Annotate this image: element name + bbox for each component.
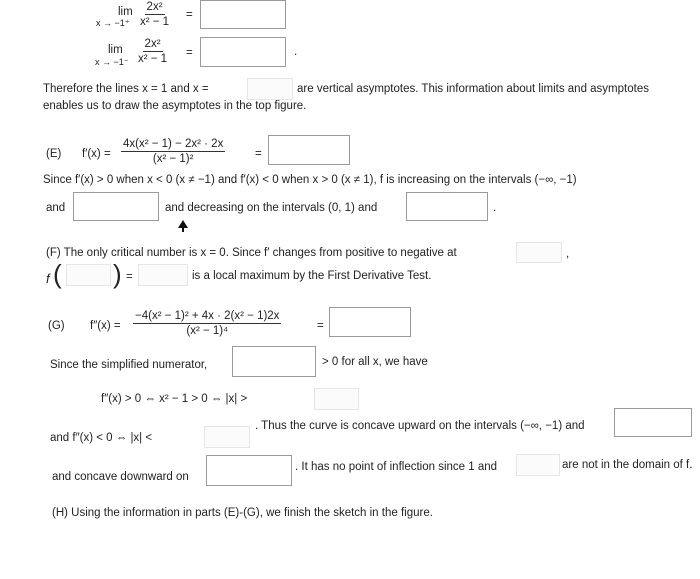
partG-line5a: and concave downward on [52,471,189,483]
partE-since-text: Since f′(x) > 0 when x < 0 (x ≠ −1) and f′(x) < 0 when x > 0 (x ≠ 1), f is increasing on the intervals (−∞, −1) [43,174,577,186]
partG-numerator: −4(x² − 1)² + 4x · 2(x² − 1)2x [135,310,280,322]
partG-gt0-text: > 0 for all x, we have [322,356,428,368]
partE-period: . [493,202,497,214]
mouse-cursor-icon [178,220,188,228]
partF-f: f [46,271,50,286]
therefore-line1a: Therefore the lines x = 1 and x = [43,83,209,95]
partF-right-paren: ) [113,259,122,289]
therefore-line2: enables us to draw the asymptotes in the top figure. [43,100,307,112]
partE-denominator: (x² − 1)² [152,153,194,165]
limit2-numerator: 2x² [144,38,161,50]
limit1-answer-input[interactable] [200,0,286,29]
asymptote-x-input[interactable] [247,78,293,100]
partG-second-derivative-input[interactable] [329,307,411,337]
limit2-denominator: x² − 1 [138,53,168,65]
increasing-interval-input[interactable] [73,192,159,221]
partF-x-input[interactable] [66,264,111,286]
partF-comma: , [566,248,570,260]
partE-equals: = [255,148,262,160]
limit1-fraction [140,1,169,28]
partG-denominator: (x² − 1)⁴ [186,325,229,337]
partF-equals: = [126,271,133,283]
partG-line3: f″(x) > 0 ⇔ x² − 1 > 0 ⇔ |x| > [101,393,248,405]
partE-derivative-input[interactable] [268,135,350,165]
limit2-period: . [294,46,298,58]
numerator-input[interactable] [232,346,316,377]
partG-fraction [133,310,281,337]
partE-fraction [121,138,225,165]
limit1-numerator: 2x² [146,1,163,13]
partF-critical-point-input[interactable] [516,242,562,263]
partG-fdouble: f″(x) = [90,320,121,332]
partE-and-label: and [46,202,66,214]
limit1-equals: = [186,9,193,21]
partE-numerator: 4x(x² − 1) − 2x² · 2x [123,138,224,150]
therefore-line1b: are vertical asymptotes. This information about limits and asymptotes [297,83,649,95]
partF-tail: is a local maximum by the First Derivative Test. [192,270,432,282]
decreasing-interval-input[interactable] [406,192,488,221]
partG-line5c: are not in the domain of f. [562,459,693,471]
limit1-lim: lim [118,6,133,18]
concave-up-bound-input[interactable] [314,388,359,410]
partE-decreasing-text: and decreasing on the intervals (0, 1) and [165,202,378,214]
limit1-denominator: x² − 1 [140,16,170,28]
concave-up-interval-input[interactable] [614,408,692,437]
concave-down-bound-input[interactable] [204,426,250,448]
limit2-equals: = [186,47,193,59]
partG-equals: = [317,320,324,332]
partG-since-text: Since the simplified numerator, [50,359,208,371]
limit2-subscript: x → −1⁻ [95,57,129,67]
partG-line4b: . Thus the curve is concave upward on the intervals (−∞, −1) and [255,420,585,432]
partE-label: (E) [46,148,62,160]
partF-line1: (F) The only critical number is x = 0. Since f′ changes from positive to negative at [46,247,457,259]
partG-label: (G) [48,320,65,332]
partF-max-value-input[interactable] [138,264,188,286]
partH-text: (H) Using the information in parts (E)-(G), we finish the sketch in the figure. [52,507,433,519]
partF-left-paren: ( [53,259,62,289]
partE-fprime: f′(x) = [82,148,111,160]
partG-line5b: . It has no point of inflection since 1 and [295,461,498,473]
limit2-lim: lim [108,44,123,56]
limit1-subscript: x → −1⁺ [96,18,130,28]
inflection-value-input[interactable] [516,454,560,476]
concave-down-interval-input[interactable] [206,455,292,486]
limit2-fraction [138,38,167,65]
limit2-answer-input[interactable] [200,37,286,67]
partG-line4a: and f″(x) < 0 ⇔ |x| < [50,432,153,444]
